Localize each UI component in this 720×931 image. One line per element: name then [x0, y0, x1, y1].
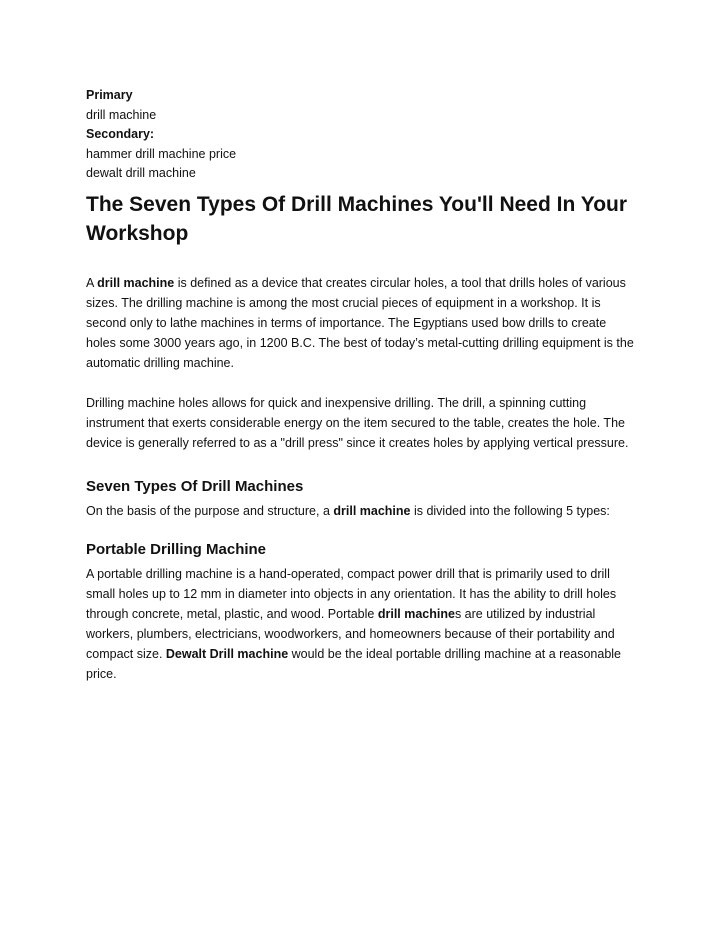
secondary-label: Secondary: [86, 127, 155, 141]
secondary-keyword: dewalt drill machine [86, 166, 196, 180]
secondary-keyword: hammer drill machine price [86, 146, 237, 161]
bold-keyword: drill machine [377, 606, 455, 621]
primary-label: Primary [86, 88, 133, 102]
paragraph-drilling-holes: Drilling machine holes allows for quick and inexpensive drilling. The drill, a spinning cutting instrument that exerts considerable energy on the item secured to the table, creates the hole. The device is generally referred to as a "drill press" since it creates holes by applying vertical pressure. [86, 395, 629, 450]
paragraph-types: On the basis of the purpose and structure, a drill machine is divided into the following 5 types: [86, 503, 610, 518]
bold-keyword: drill machine [333, 503, 411, 518]
intro-paragraph: A drill machine is defined as a device that creates circular holes, a tool that drills holes of various sizes. The drilling machine is among the most crucial pieces of equipment in a workshop. It is second only to lathe machines in terms of importance. The Egyptians used bow drills to create holes some 3000 years ago, in 1200 B.C. The best of today’s metal-cutting drilling equipment is the automatic drilling machine. [86, 275, 634, 370]
paragraph-portable: A portable drilling machine is a hand-operated, compact power drill that is primarily used to drill small holes up to 12 mm in diameter into objects in any orientation. It has the ability to drill holes through concrete, metal, plastic, and wood. Portable drill machines are utilized by industrial workers, plumbers, electricians, woodworkers, and homeowners because of their portability and compact size. Dewalt Drill machine would be the ideal portable drilling machine at a reasonable price. [86, 566, 622, 681]
article-title: The Seven Types Of Drill Machines You'll Need In Your Workshop [86, 192, 628, 245]
section-heading-seven-types: Seven Types Of Drill Machines [86, 477, 304, 495]
keywords-block [86, 86, 634, 184]
section-heading-portable: Portable Drilling Machine [86, 540, 267, 558]
bold-keyword: drill machine [97, 275, 175, 290]
bold-keyword: Dewalt Drill machine [165, 646, 289, 661]
primary-keyword: drill machine [86, 107, 157, 122]
